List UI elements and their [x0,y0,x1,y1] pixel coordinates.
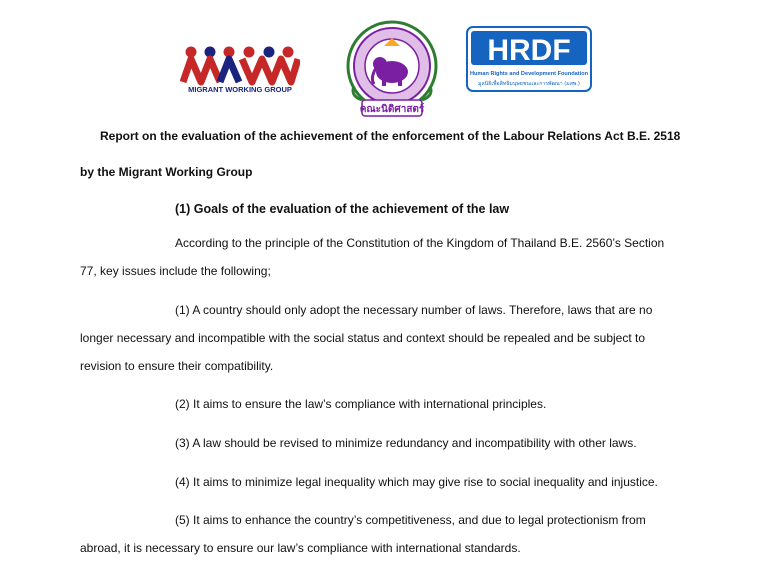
report-byline: by the Migrant Working Group [80,165,253,179]
report-title: Report on the evaluation of the achievement of the enforcement of the Labour Relations Act B.E. 2518 [100,129,681,143]
hrdf-name-th: มูลนิธิเพื่อสิทธิมนุษยชนและการพัฒนา (มสพ.) [478,81,580,87]
list-item-5-line: (5) It aims to enhance the country’s competitiveness, and due to legal protectionism from [175,513,646,527]
section-heading: (1) Goals of the evaluation of the achievement of the law [175,202,510,216]
list-item-1-line: longer necessary and incompatible with the social status and context should be repealed and be subject to [80,331,646,345]
hrdf-name-en: Human Rights and Development Foundation [469,71,589,77]
list-item-2: (2) It aims to ensure the law’s compliance with international principles. [175,397,547,411]
list-item-1-line: revision to ensure their compatibility. [80,359,274,373]
intro-paragraph-line: 77, key issues include the following; [80,264,271,278]
list-item-1-line: (1) A country should only adopt the necessary number of laws. Therefore, laws that are no [175,303,653,317]
list-item-5-line: abroad, it is necessary to ensure our law’s compliance with international standards. [80,541,521,555]
faculty-seal-text: คณะนิติศาสตร์ [359,104,425,115]
mwg-logo-name: MIGRANT WORKING GROUP [188,85,292,94]
hrdf-acronym: HRDF [487,34,571,67]
intro-paragraph-line: According to the principle of the Constitution of the Kingdom of Thailand B.E. 2560’s Section [175,236,665,250]
list-item-3: (3) A law should be revised to minimize redundancy and incompatibility with other laws. [175,436,637,450]
list-item-4: (4) It aims to minimize legal inequality which may give rise to social inequality and injustice. [175,475,658,489]
